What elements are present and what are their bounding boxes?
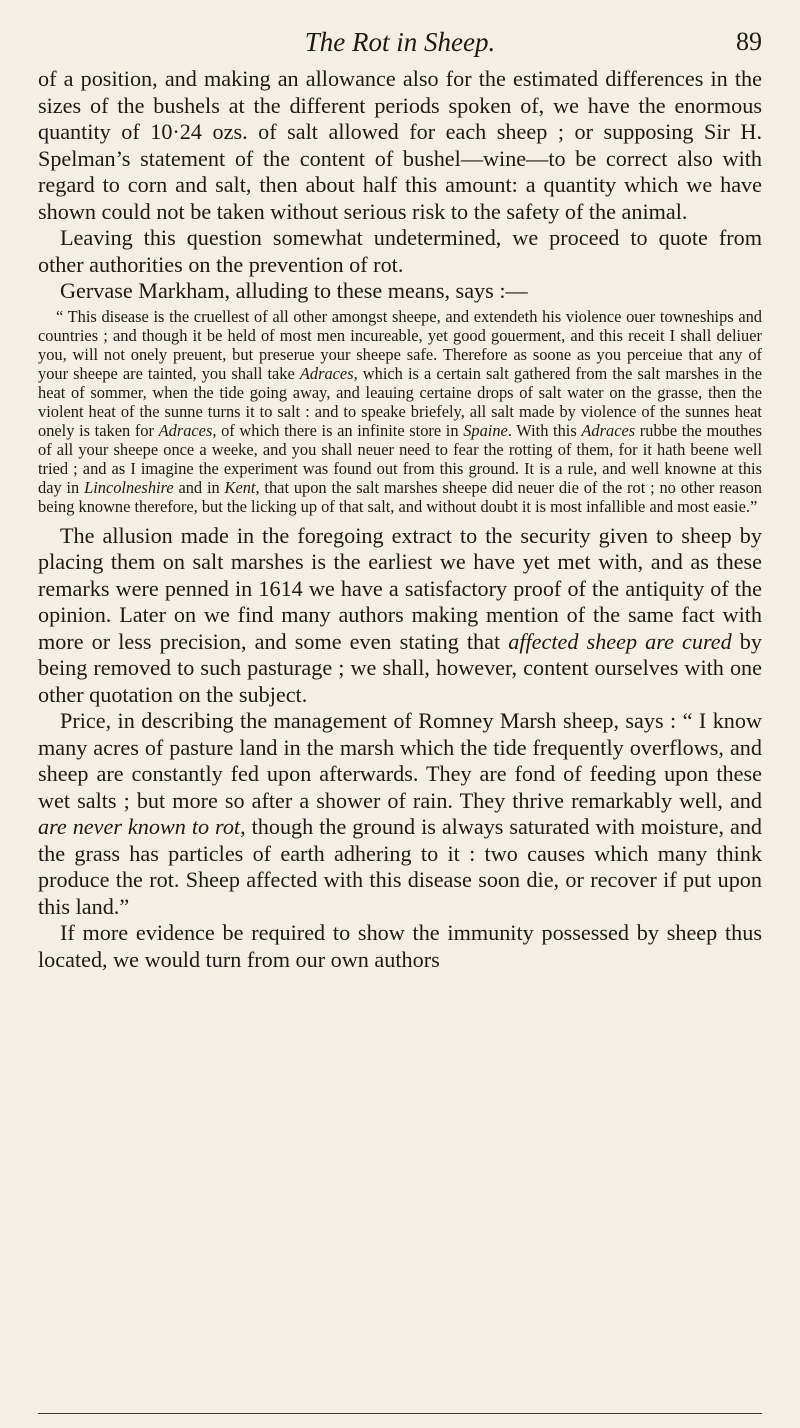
italic-phrase: are never known to rot	[38, 814, 241, 840]
quote-italic-term: Adraces	[158, 421, 213, 441]
quote-segment: . With this	[507, 421, 582, 441]
paragraph-salt-marsh-allusion	[38, 523, 762, 709]
quotation-text	[38, 307, 762, 517]
quote-italic-term: Spaine	[463, 421, 508, 441]
quote-segment: “ This disease is the cruellest of all other amongst sheepe, and extendeth his violence ouer towneships and countries ; and though it be held of most men incureable, yet good gouerment, and this receit I shall deliuer you, will not onely preuent, but preserue your sheepe safe. Therefore as soone as you perceiue that any of your sheepe are tainted, you shall take	[38, 306, 762, 383]
quote-segment: , of which there is an infinite store in	[212, 421, 464, 441]
body-text	[38, 66, 762, 973]
markham-quotation	[38, 307, 762, 517]
quote-italic-term: Kent	[224, 478, 256, 498]
quote-segment: and in	[173, 478, 225, 498]
text-segment: , though the ground is always saturated with moisture, and the grass has particles of earth adhering to it : two causes which many think produce the rot. Sheep affected with this disease soon die, or recover if put upon this land.”	[38, 814, 763, 919]
text-segment: by being removed to such pasturage ; we shall, however, content ourselves with one other quotation on the subject.	[38, 628, 762, 707]
quote-italic-term: Adraces	[299, 363, 354, 383]
quote-segment: rubbe the mouthes of all your sheepe once a weeke, and you shall neuer need to fear the rotting of them, for it hath beene well tried ; and as I imagine the experiment was found out from this ground. It is a rule, and well knowne at this day in	[38, 421, 762, 498]
quote-italic-term: Adraces	[581, 421, 636, 441]
quote-italic-term: Lincolneshire	[84, 478, 174, 498]
page-number: 89	[736, 27, 762, 56]
italic-phrase: affected sheep are cured	[508, 628, 732, 654]
paragraph-price-quotation	[38, 708, 762, 920]
bottom-rule	[38, 1413, 762, 1414]
paragraph-markham-intro: Gervase Markham, alluding to these means, says :—	[60, 278, 528, 303]
quote-segment: , which is a certain salt gathered from the salt marshes in the heat of sommer, when the tide going away, and leauing certaine drops of salt water on the grasse, then the violent heat of the sunne turns it to salt : and to speake briefely, all salt made by violence of the sunnes heat onely is taken for	[38, 363, 763, 441]
text-segment: Price, in describing the management of Romney Marsh sheep, says : “ I know many acres of pasture land in the marsh which the tide frequently overflows, and sheep are constantly fed upon afterwards. They are fond of feeding upon these wet salts ; but more so after a shower of rain. They thrive remarkably well, and	[38, 708, 762, 813]
text-segment: The allusion made in the foregoing extract to the security given to sheep by placing them on salt marshes is the earliest we have yet met with, and as these remarks were penned in 1614 we have a satisfactory proof of the antiquity of the opinion. Later on we find many authors making mention of the same fact with more or less precision, and some even stating that	[38, 522, 762, 654]
running-head	[38, 18, 762, 66]
paragraph-leaving-question: Leaving this question somewhat undetermined, we proceed to quote from other authorities on the prevention of rot.	[38, 225, 762, 277]
paragraph-continuation: of a position, and making an allowance also for the estimated differences in the sizes of the bushels at the different periods spoken of, we have the enormous quantity of 10·24 ozs. of salt allowed for each sheep ; or supposing Sir H. Spelman’s statement of the content of bushel—wine—to be correct also with regard to corn and salt, then about half this amount: a quantity which we have shown could not be taken without serious risk to the safety of the animal.	[38, 66, 762, 224]
paragraph-more-evidence: If more evidence be required to show the immunity possessed by sheep thus located, we would turn from our own authors	[38, 920, 762, 972]
running-title: The Rot in Sheep.	[304, 27, 496, 57]
quote-segment: , that upon the salt marshes sheepe did neuer die of the rot ; no other reason being knowne therefore, but the licking up of that salt, and without doubt it is most infallible and most easie.”	[38, 478, 762, 517]
